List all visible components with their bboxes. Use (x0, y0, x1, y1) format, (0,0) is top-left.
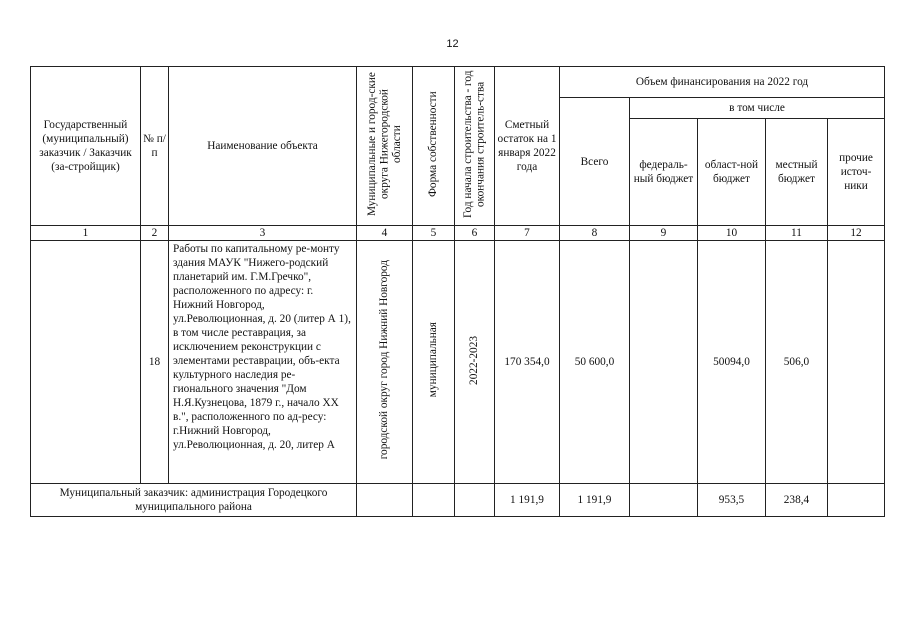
column-number: 6 (455, 226, 495, 241)
column-number: 5 (413, 226, 455, 241)
header-including: в том числе (630, 98, 885, 119)
footer-total: 1 191,9 (560, 484, 630, 517)
row-ownership: муниципальная (427, 322, 440, 398)
row-local: 506,0 (766, 241, 828, 484)
column-number: 10 (698, 226, 766, 241)
header-funding: Объем финансирования на 2022 год (560, 67, 885, 98)
column-number: 8 (560, 226, 630, 241)
header-row-1 (31, 67, 885, 98)
header-regional: област-ной бюджет (698, 119, 766, 226)
header-local: местный бюджет (766, 119, 828, 226)
column-number: 2 (141, 226, 169, 241)
row-customer (31, 241, 141, 484)
financing-table (30, 66, 885, 517)
footer-empty (357, 484, 413, 517)
header-estimate: Сметный остаток на 1 января 2022 года (495, 67, 560, 226)
page-number: 12 (446, 38, 459, 50)
footer-estimate: 1 191,9 (495, 484, 560, 517)
row-years: 2022-2023 (468, 335, 481, 385)
column-number: 4 (357, 226, 413, 241)
column-number: 3 (169, 226, 357, 241)
column-number: 7 (495, 226, 560, 241)
column-number: 9 (630, 226, 698, 241)
row-object-name: Работы по капитальному ре-монту здания МАУК "Нижего-родский планетарий им. Г.М.Гречко", расположенного по адресу: г. Нижний Новгород, ул.Революционная, д. 20 (литер А 1), в том числе реставрация, за исключением реконструкции с элементами реставрации, объ-екта культурного наследия ре-гионального значения "Дом Н.Я.Кузнецова, 1879 г., начало XX в.", расположенного по ад-ресу: г.Нижний Новгород, ул.Революционная, д. 20, литер А (169, 241, 357, 484)
footer-federal (630, 484, 698, 517)
row-other (828, 241, 885, 484)
footer-empty (455, 484, 495, 517)
header-other: прочие источ-ники (828, 119, 885, 226)
column-number: 12 (828, 226, 885, 241)
table-row (31, 241, 885, 484)
footer-local: 238,4 (766, 484, 828, 517)
row-estimate: 170 354,0 (495, 241, 560, 484)
header-customer: Государственный (муниципальный) заказчик / Заказчик (за-стройщик) (31, 67, 141, 226)
row-ownership-cell (413, 241, 455, 484)
header-district: Муниципальные и город-ские округа Нижегородской области (365, 72, 403, 216)
footer-label: Муниципальный заказчик: администрация Городецкого муниципального района (31, 484, 357, 517)
row-district-cell (357, 241, 413, 484)
column-number: 1 (31, 226, 141, 241)
footer-other (828, 484, 885, 517)
header-total: Всего (560, 98, 630, 226)
header-num: № п/п (141, 67, 169, 226)
header-ownership: Форма собственности (427, 91, 440, 197)
column-numbers-row (31, 226, 885, 241)
header-ownership-cell (413, 67, 455, 226)
row-federal (630, 241, 698, 484)
header-years: Год начала строительства - год окончания строитель-ства (462, 70, 487, 218)
row-district: городской округ город Нижний Новгород (378, 260, 391, 460)
column-number: 11 (766, 226, 828, 241)
row-total: 50 600,0 (560, 241, 630, 484)
footer-regional: 953,5 (698, 484, 766, 517)
row-regional: 50094,0 (698, 241, 766, 484)
row-num: 18 (141, 241, 169, 484)
customer-summary-row (31, 484, 885, 517)
row-years-cell (455, 241, 495, 484)
header-years-cell (455, 67, 495, 226)
footer-empty (413, 484, 455, 517)
header-district-cell (357, 67, 413, 226)
header-federal: федераль-ный бюджет (630, 119, 698, 226)
header-object-name: Наименование объекта (169, 67, 357, 226)
